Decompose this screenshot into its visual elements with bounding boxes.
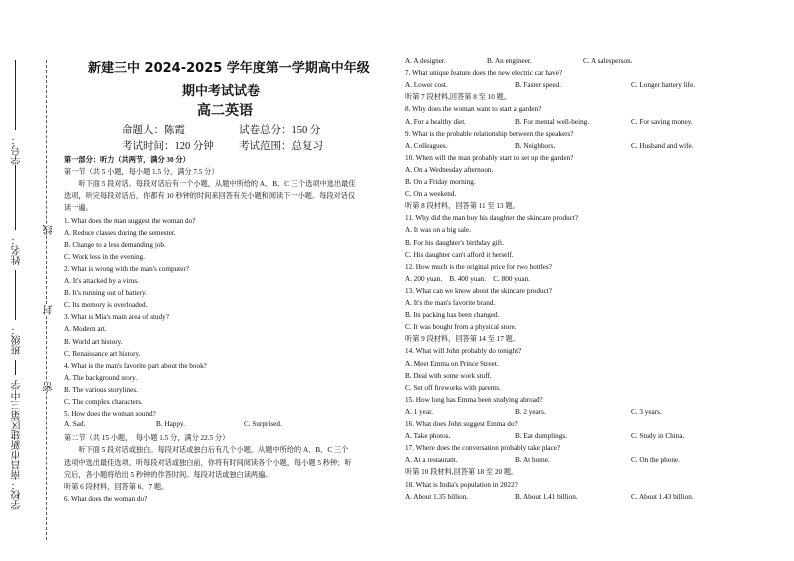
text-line: 6. What does the woman do?: [64, 494, 148, 503]
name-line: [15, 165, 16, 230]
text-line: 5. How does the woman sound?: [64, 410, 156, 419]
answer-option: C. A salesperson.: [583, 57, 633, 65]
text-line: A. Reduce classes during the semester.: [64, 228, 176, 237]
answer-option: A. At a restaurant.: [405, 456, 458, 465]
text-line: B. Its packing has been changed.: [405, 311, 500, 320]
seal-mi-char: 密: [44, 382, 55, 392]
exam-title: 新建三中 2024-2025 学年度第一学期高中年级: [88, 61, 370, 76]
text-line: A. 200 yuan. B. 400 yuan. C. 800 yuan.: [405, 274, 530, 283]
text-line: 3. What is Mia's main area of study?: [64, 313, 169, 322]
text-line: 18. What is India's population in 2022?: [405, 480, 518, 489]
option-c: C. Surprised.: [244, 420, 282, 428]
text-line: 14. What will John probably do tonight?: [405, 347, 522, 356]
option-b: B. Happy.: [156, 420, 185, 428]
text-line: A. It was on a big sale.: [405, 226, 471, 235]
text-line: 听第 10 段材料,回答第 18 至 20 题。: [405, 468, 519, 477]
text-line: C. The complex characters.: [64, 398, 143, 406]
answer-option: B. For mental well-being.: [515, 117, 590, 126]
text-line: 1. What does the man suggest the woman do?: [64, 216, 196, 225]
section-heading: 第一部分：听力（共两节，满分 30 分）: [64, 156, 190, 164]
text-line: 16. What does John suggest Emma do?: [405, 420, 518, 428]
class-label: 班级：: [12, 325, 23, 355]
seal-feng-char: 封: [44, 305, 55, 315]
text-line: B. On a Friday morning.: [405, 178, 476, 186]
text-line: C. Renaissance art history.: [64, 349, 141, 358]
text-line: 13. What can we know about the skincare product?: [405, 286, 552, 295]
answer-option: A. Lower cost.: [405, 81, 448, 90]
answer-option: C. Study in China.: [631, 432, 685, 441]
student-id-label: 学号：: [12, 135, 23, 165]
text-line: C. Work less in the evening.: [64, 252, 145, 261]
text-line: C. On a weekend.: [405, 190, 457, 199]
text-line: B. World art history.: [64, 337, 123, 346]
name-label: 姓名：: [12, 235, 23, 265]
exam-subject: 高二英语: [197, 103, 253, 119]
answer-option: B. Neighbors.: [515, 141, 556, 150]
answer-option: C. Longer battery life.: [631, 81, 696, 90]
school-label: 学校：南昌市新建区第三中学: [12, 380, 23, 510]
text-line: A. It's the man's favorite brand.: [405, 299, 496, 307]
text-line: A. It's attacked by a virus.: [64, 277, 139, 285]
text-line: A. The background story.: [64, 373, 138, 382]
text-line: A. Modern art.: [64, 325, 107, 334]
class-line: [15, 270, 16, 320]
answer-option: A. A designer.: [405, 57, 446, 65]
student-id-line: [15, 60, 16, 130]
text-line: C. Its memory is overloaded.: [64, 301, 148, 310]
text-line: C. Set off fireworks with parents.: [405, 383, 501, 392]
text-line: 读一遍。: [64, 204, 93, 213]
answer-option: B. About 1.41 billion.: [515, 492, 578, 501]
exam-time: 考试时间：120 分钟: [122, 141, 214, 152]
text-line: B. It's running out of battery.: [64, 289, 147, 298]
seal-line-char: 线: [44, 225, 55, 235]
option-a: A. Sad.: [64, 420, 86, 428]
text-line: B. For his daughter's birthday gift.: [405, 238, 504, 247]
text-line: 17. Where does the conversation probably take place?: [405, 444, 561, 453]
answer-option: B. 2 years.: [515, 407, 546, 416]
text-line: 选项中选出最佳选项。听每段对话或独白前，你将有时间阅读各个小题，每小题 5 秒钟；听: [64, 458, 352, 467]
text-line: B. Change to a less demanding job.: [64, 240, 166, 249]
text-line: 15. How long has Emma been studying abroad?: [405, 395, 543, 404]
text-line: 听第 9 段材料，回答第 14 至 17 题。: [405, 335, 521, 344]
text-line: B. The various storylines.: [64, 385, 138, 394]
text-line: 11. Why did the man buy his daughter the skincare product?: [405, 214, 579, 223]
text-line: A. Meet Emma on Prince Street.: [405, 359, 499, 368]
answer-option: C. 3 years.: [631, 407, 662, 416]
answer-option: B. Faster speed.: [515, 81, 561, 90]
text-line: 2. What is wrong with the man's computer?: [64, 264, 189, 273]
seal-dashed-line: [46, 60, 47, 540]
text-line: 听第 8 段材料，回答第 11 至 13 题。: [405, 202, 520, 211]
text-line: C. His daughter can't afford it herself.: [405, 250, 514, 259]
text-line: 7. What unique feature does the new electric car have?: [405, 69, 563, 78]
text-line: 第二节（共 15 小题， 每小题 1.5 分，满分 22.5 分）: [64, 434, 230, 443]
text-line: 9. What is the probable relationship between the speakers?: [405, 129, 574, 138]
exam-subtitle: 期中考试试卷: [182, 84, 261, 99]
author: 命题人：陈霞: [122, 125, 185, 136]
total-score: 试卷总分：150 分: [239, 125, 321, 136]
text-line: 听第 7 段材料,回答第 8 至 10 题。: [405, 93, 512, 102]
answer-option: A. 1 year.: [405, 407, 433, 416]
text-line: 完后，各小题将给出 5 秒钟的作答时间。每段对话或独白读两遍。: [64, 470, 273, 479]
exam-scope: 考试范围：总复习: [239, 141, 323, 152]
answer-option: A. Take photos.: [405, 432, 451, 441]
text-line: 4. What is the man's favorite part about the book?: [64, 361, 207, 370]
answer-option: C. On the phone.: [631, 456, 680, 465]
text-line: C. It was bought from a physical store.: [405, 323, 517, 332]
text-line: 选项，听完每段对话后，你都有 10 秒钟的时间来回答有关小题和阅读下一小题。每段对话仅: [64, 192, 356, 201]
school-line: [15, 360, 16, 375]
binding-margin: [0, 0, 58, 561]
text-line: 听第 6 段材料，回答第 6、7 题。: [64, 482, 169, 491]
text-line: 听下面 5 段对话。每段对话后有一个小题，从题中所给的 A、B、C 三个选项中选出最佳: [64, 180, 356, 189]
answer-option: B. Eat dumplings.: [515, 432, 567, 441]
answer-option: C. Husband and wife.: [631, 141, 694, 150]
answer-option: B. An engineer.: [487, 57, 532, 65]
answer-option: B. At home.: [515, 456, 550, 465]
text-line: B. Deal with some work stuff.: [405, 371, 492, 380]
text-line: 听下面 5 段对话或独白。每段对话或独白后有几个小题，从题中所给的 A、B、C 三个: [64, 446, 349, 455]
answer-option: A. About 1.35 billion.: [405, 492, 469, 501]
answer-option: C. About 1.43 billion.: [631, 492, 694, 501]
text-line: 12. How much is the original price for two bottles?: [405, 262, 552, 271]
answer-option: C. For saving money.: [631, 117, 693, 126]
text-line: 第一节（共 5 小题，每小题 1.5 分，满分 7.5 分）: [64, 168, 219, 177]
text-line: 8. Why does the woman want to start a garden?: [405, 105, 542, 114]
answer-option: A. Colleagues.: [405, 141, 448, 150]
text-line: 10. When will the man probably start to set up the garden?: [405, 153, 574, 162]
answer-option: A. For a healthy diet.: [405, 117, 467, 126]
text-line: A. On a Wednesday afternoon.: [405, 165, 494, 174]
